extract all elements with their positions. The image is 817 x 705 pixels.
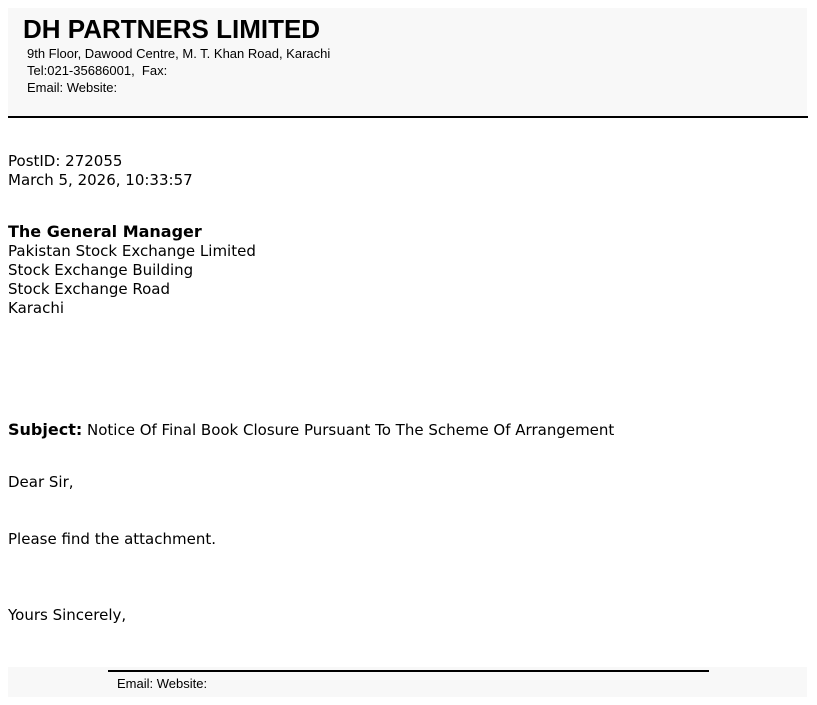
subject-line: [8, 420, 614, 440]
footer: [8, 667, 807, 697]
footer-email-website: Email: Website:: [117, 676, 208, 691]
subject-label: Subject:: [8, 420, 83, 439]
company-phone-fax: Tel:021-35686001, Fax:: [27, 63, 168, 78]
company-email-website: Email: Website:: [27, 80, 118, 95]
letterhead: [8, 8, 807, 117]
salutation: Dear Sir,: [8, 473, 74, 491]
recipient-line: Stock Exchange Building: [8, 261, 194, 279]
letterhead-divider: [8, 116, 808, 118]
closing: Yours Sincerely,: [8, 606, 127, 624]
post-date: March 5, 2026, 10:33:57: [8, 171, 193, 189]
post-id: PostID: 272055: [8, 152, 123, 170]
recipient-line: Pakistan Stock Exchange Limited: [8, 242, 256, 260]
message-text: Please find the attachment.: [8, 530, 216, 548]
subject-text: Notice Of Final Book Closure Pursuant To The Scheme Of Arrangement: [87, 421, 615, 439]
recipient-title: The General Manager: [8, 222, 202, 241]
recipient-line: Stock Exchange Road: [8, 280, 170, 298]
recipient-line: Karachi: [8, 299, 65, 317]
company-address: 9th Floor, Dawood Centre, M. T. Khan Road, Karachi: [27, 46, 331, 61]
company-name: DH PARTNERS LIMITED: [23, 14, 321, 44]
footer-divider: [108, 670, 709, 672]
